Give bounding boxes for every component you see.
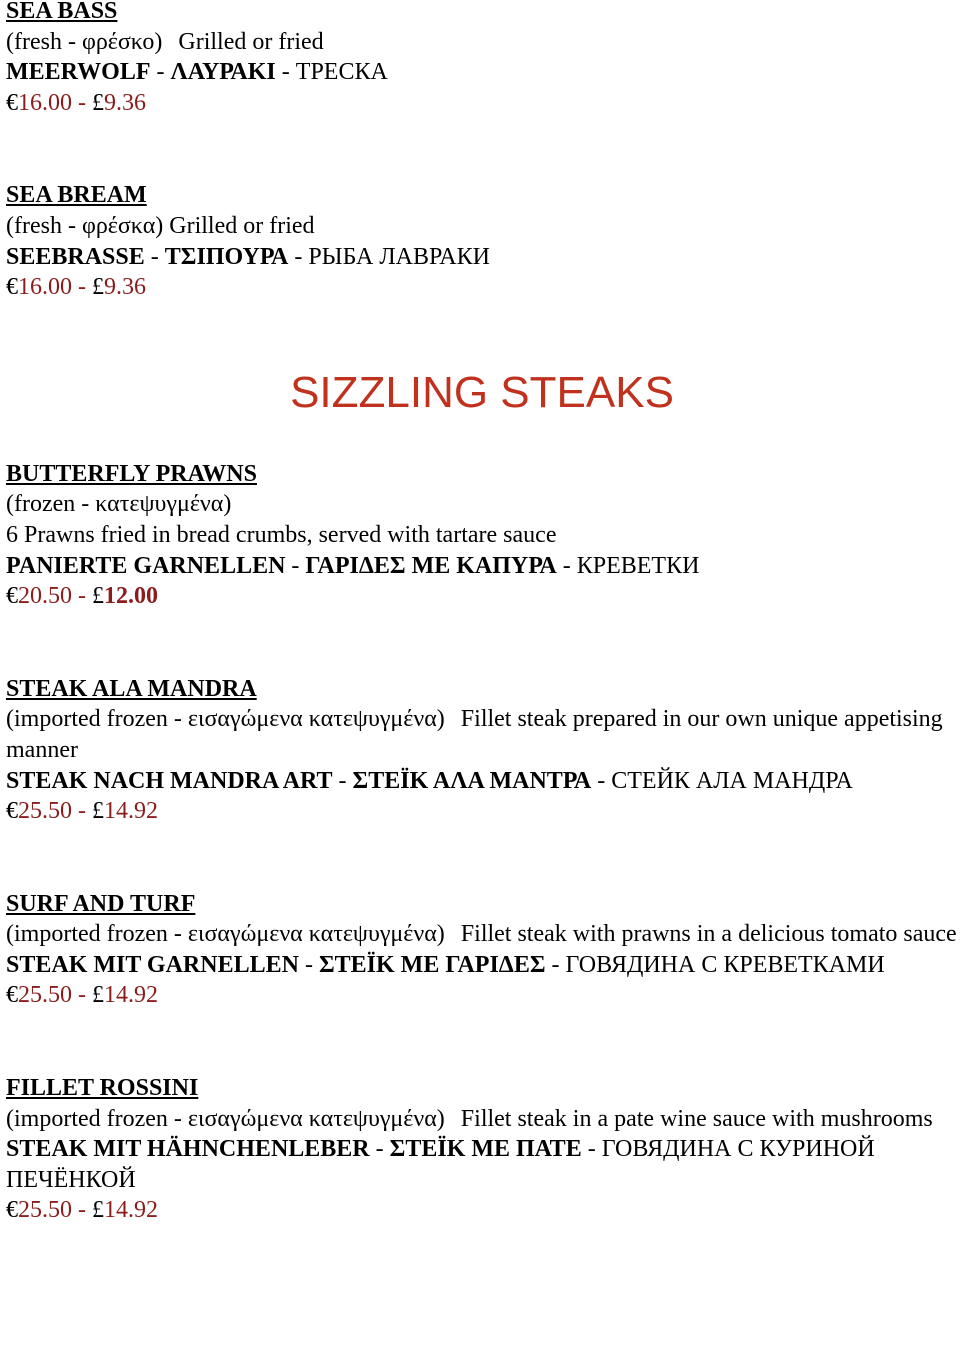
item-name: SEA BASS bbox=[6, 0, 118, 24]
item-description: Fillet steak in a pate wine sauce with mushrooms bbox=[460, 1105, 933, 1132]
item-note: (fresh - φρέσκα) bbox=[6, 212, 164, 239]
translation-ru: ГОВЯДИНА С КРЕВЕТКАМИ bbox=[565, 951, 885, 978]
menu-item-steak-ala-mandra: STEAK ALA MANDRA (imported frozen - εισαγώμενα κατεψυγμένα) Fillet steak prepared in our own unique appetising manner STEAK NACH MANDRA ART - ΣΤΕΪΚ ΑΛΑ ΜΑΝΤΡΑ - СТЕЙК АЛА МАНДРА €25.50 - £14.92 bbox=[6, 674, 958, 827]
price-gbp: 14.92 bbox=[104, 1197, 158, 1224]
price-gbp: 12.00 bbox=[104, 583, 158, 610]
item-description: Grilled or fried bbox=[178, 28, 324, 55]
item-price: €20.50 - £12.00 bbox=[6, 583, 158, 610]
translation-gr: ΓΑΡΙΔΕΣ ΜΕ ΚΑΠΥΡΑ bbox=[305, 552, 557, 579]
translation-ru: ТРЕСКА bbox=[295, 59, 388, 86]
item-note: (imported frozen - εισαγώμενα κατεψυγμένα) bbox=[6, 706, 445, 733]
translation-ru: СТЕЙК АЛА МАНДРА bbox=[611, 767, 853, 794]
item-note: (fresh - φρέσκο) bbox=[6, 28, 163, 55]
item-name: SURF AND TURF bbox=[6, 890, 196, 917]
item-description: Grilled or fried bbox=[169, 212, 315, 239]
translation-gr: ΣΤΕΪΚ ΑΛΑ ΜΑΝΤΡΑ bbox=[352, 767, 592, 794]
item-price: €16.00 - £9.36 bbox=[6, 89, 146, 116]
section-heading: SIZZLING STEAKS bbox=[290, 367, 674, 417]
item-note: (imported frozen - εισαγώμενα κατεψυγμένα) bbox=[6, 1105, 445, 1132]
menu-item-butterfly-prawns: BUTTERFLY PRAWNS (frozen - κατεψυγμένα) 6 Prawns fried in bread crumbs, served with tartare sauce PANIERTE GARNELLEN - ΓΑΡΙΔΕΣ ΜΕ ΚΑΠΥΡΑ - КРЕВЕТКИ €20.50 - £12.00 bbox=[6, 459, 958, 612]
translation-gr: ΛΑΥΡΑΚΙ bbox=[170, 59, 276, 86]
item-description: Fillet steak with prawns in a delicious tomato sauce bbox=[460, 921, 957, 948]
translation-de: PANIERTE GARNELLEN bbox=[6, 552, 286, 579]
translation-de: STEAK MIT GARNELLEN bbox=[6, 951, 299, 978]
price-eur: 25.50 bbox=[18, 982, 72, 1009]
menu-page bbox=[6, 0, 958, 1226]
item-name: SEA BREAM bbox=[6, 182, 147, 209]
translation-ru: КРЕВЕТКИ bbox=[576, 552, 700, 579]
translation-ru: РЫБА ЛАВРАКИ bbox=[308, 243, 490, 270]
translation-de: SEEBRASSE bbox=[6, 243, 145, 270]
item-description: 6 Prawns fried in bread crumbs, served with tartare sauce bbox=[6, 521, 557, 548]
item-description: Fillet steak prepared in our own unique appetising manner bbox=[6, 706, 943, 763]
item-note: (frozen - κατεψυγμένα) bbox=[6, 491, 232, 518]
price-eur: 25.50 bbox=[18, 1197, 72, 1224]
item-name: FILLET ROSSINI bbox=[6, 1075, 199, 1102]
item-price: €25.50 - £14.92 bbox=[6, 1197, 158, 1224]
item-price: €16.00 - £9.36 bbox=[6, 274, 146, 301]
price-eur: 16.00 bbox=[18, 274, 72, 301]
menu-item-fillet-rossini: FILLET ROSSINI (imported frozen - εισαγώμενα κατεψυγμένα) Fillet steak in a pate wine sauce with mushrooms STEAK MIT HÄHNCHENLEBER - ΣΤΕΪΚ ΜΕ ΠΑΤΕ - ГОВЯДИНА С КУРИНОЙ ПЕЧЁНКОЙ €25.50 - £14.92 bbox=[6, 1073, 958, 1226]
price-eur: 20.50 bbox=[18, 583, 72, 610]
price-gbp: 14.92 bbox=[104, 982, 158, 1009]
menu-item-sea-bream: SEA BREAM (fresh - φρέσκα) Grilled or fried SEEBRASSE - ΤΣΙΠΟΥΡΑ - РЫБА ЛАВРАКИ €16.00 - £9.36 bbox=[6, 180, 958, 302]
item-name: STEAK ALA MANDRA bbox=[6, 675, 257, 702]
item-name: BUTTERFLY PRAWNS bbox=[6, 460, 257, 487]
fish-section bbox=[6, 0, 958, 303]
translation-gr: ΤΣΙΠΟΥΡΑ bbox=[164, 243, 289, 270]
translation-gr: ΣΤΕΪΚ ΜΕ ΠΑΤΕ bbox=[389, 1136, 582, 1163]
price-eur: 16.00 bbox=[18, 89, 72, 116]
price-gbp: 14.92 bbox=[104, 798, 158, 825]
price-gbp: 9.36 bbox=[104, 274, 146, 301]
translation-gr: ΣΤΕΪΚ ΜΕ ΓΑΡΙΔΕΣ bbox=[318, 951, 546, 978]
menu-item-surf-and-turf: SURF AND TURF (imported frozen - εισαγώμενα κατεψυγμένα) Fillet steak with prawns in a delicious tomato sauce STEAK MIT GARNELLEN - ΣΤΕΪΚ ΜΕ ΓΑΡΙΔΕΣ - ГОВЯДИНА С КРЕВЕТКАМИ €25.50 - £14.92 bbox=[6, 889, 958, 1011]
menu-item-sea-bass: SEA BASS (fresh - φρέσκο) Grilled or fried MEERWOLF - ΛΑΥΡΑΚΙ - ТРЕСКА €16.00 - £9.36 bbox=[6, 0, 958, 118]
item-price: €25.50 - £14.92 bbox=[6, 798, 158, 825]
translation-ru: ГОВЯДИНА С КУРИНОЙ ПЕЧЁНКОЙ bbox=[6, 1136, 875, 1193]
price-eur: 25.50 bbox=[18, 798, 72, 825]
item-price: €25.50 - £14.92 bbox=[6, 982, 158, 1009]
translation-de: STEAK NACH MANDRA ART bbox=[6, 767, 333, 794]
translation-de: MEERWOLF bbox=[6, 59, 151, 86]
price-gbp: 9.36 bbox=[104, 89, 146, 116]
translation-de: STEAK MIT HÄHNCHENLEBER bbox=[6, 1136, 370, 1163]
item-note: (imported frozen - εισαγώμενα κατεψυγμένα) bbox=[6, 921, 445, 948]
steaks-section bbox=[6, 459, 958, 1226]
